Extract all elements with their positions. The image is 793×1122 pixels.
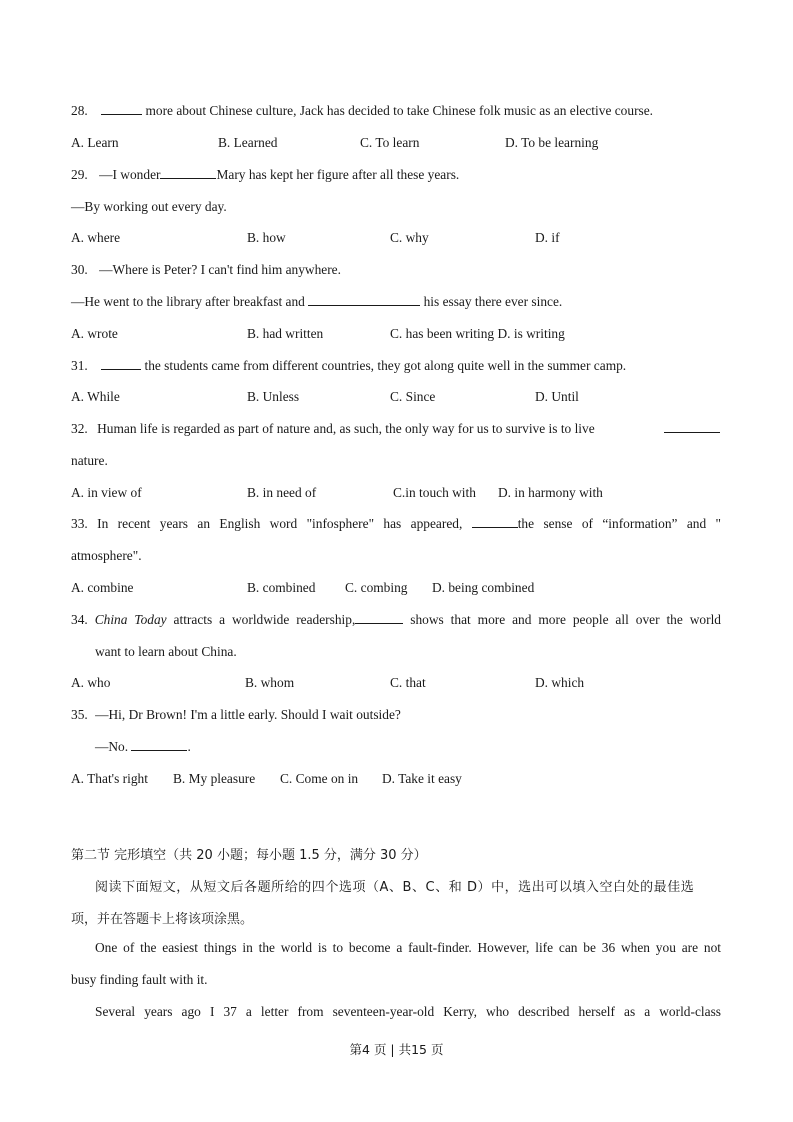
option-a: A. combine: [71, 580, 134, 595]
option-b: B. had written: [247, 326, 324, 341]
question-number: 34.: [71, 612, 88, 627]
question-text: nature.: [71, 453, 108, 468]
option-a: A. wrote: [71, 326, 118, 341]
question-33: [71, 516, 721, 532]
question-28: [71, 103, 653, 119]
question-text: shows that more and more people all over the world: [410, 612, 721, 627]
option-b: B. in need of: [247, 485, 317, 500]
answer-blank: [664, 421, 720, 433]
option-b: B. how: [247, 230, 286, 245]
question-number: 31.: [71, 358, 88, 373]
option-d: D. being combined: [432, 580, 535, 595]
option-a: A. That's right: [71, 771, 148, 786]
dialogue-line: —Where is Peter? I can't find him anywhere.: [99, 262, 341, 277]
option-b: B. Unless: [247, 389, 300, 404]
question-29: [71, 167, 459, 183]
dialogue-text: —He went to the library after breakfast and: [71, 294, 305, 309]
passage-line: busy finding fault with it.: [71, 972, 208, 987]
option-b: B. Learned: [218, 135, 278, 150]
option-c-d: C. has been writing D. is writing: [390, 326, 565, 341]
dialogue-line: [71, 294, 562, 310]
option-c: C. Since: [390, 389, 436, 404]
answer-blank: [355, 612, 403, 624]
dialogue-text: .: [187, 739, 191, 754]
option-a: A. who: [71, 675, 111, 690]
passage-line: One of the easiest things in the world is to become a fault-finder. However, life can be 36 when you are not: [95, 940, 721, 955]
option-c: C. why: [390, 230, 429, 245]
question-text: the sense of “information” and ": [517, 516, 722, 531]
option-a: A. While: [71, 389, 120, 404]
option-c: C. combing: [345, 580, 408, 595]
question-text: attracts a worldwide readership,: [173, 612, 356, 627]
page-footer: 第4 页 | 共15 页: [349, 1042, 444, 1057]
answer-blank: [101, 358, 141, 370]
option-d: D. To be learning: [505, 135, 599, 150]
answer-blank: [472, 516, 518, 528]
answer-blank: [308, 294, 420, 306]
option-d: D. in harmony with: [498, 485, 603, 500]
passage-line: Several years ago I 37 a letter from seventeen-year-old Kerry, who described herself as a world-class: [95, 1004, 721, 1019]
option-c: C. that: [390, 675, 426, 690]
question-31: [71, 358, 626, 374]
answer-blank: [160, 167, 216, 179]
instructions: 阅读下面短文，从短文后各题所给的四个选项（A、B、C、和 D）中，选出可以填入空白处的最佳选: [95, 880, 695, 895]
dialogue-line: —Hi, Dr Brown! I'm a little early. Should I wait outside?: [95, 707, 401, 722]
dialogue-text: —No.: [95, 739, 129, 754]
question-30: [71, 262, 341, 278]
answer-blank: [131, 739, 187, 751]
dialogue-line: —I wonder: [99, 167, 161, 182]
option-c: C. To learn: [360, 135, 420, 150]
question-32: [71, 421, 595, 437]
magazine-title: China Today: [94, 612, 167, 627]
dialogue-line: [95, 739, 191, 755]
option-d: D. if: [535, 230, 560, 245]
option-a: A. Learn: [71, 135, 119, 150]
question-number: 28.: [71, 103, 88, 118]
question-text: In recent years an English word "infosphere" has appeared,: [97, 516, 463, 531]
question-text: want to learn about China.: [95, 644, 237, 659]
question-text: the students came from different countries, they got along quite well in the summer camp.: [144, 358, 627, 373]
option-d: D. which: [535, 675, 585, 690]
question-35: [71, 707, 401, 723]
question-34: [71, 612, 721, 628]
option-c: C. Come on in: [280, 771, 359, 786]
question-text: atmosphere".: [71, 548, 142, 563]
dialogue-text: his essay there ever since.: [423, 294, 563, 309]
answer-blank: [101, 103, 142, 115]
option-b: B. combined: [247, 580, 316, 595]
question-number: 35.: [71, 707, 88, 722]
question-number: 32.: [71, 421, 88, 436]
option-c: C.in touch with: [393, 485, 476, 500]
dialogue-line: —By working out every day.: [71, 199, 227, 214]
question-number: 29.: [71, 167, 88, 182]
dialogue-line: Mary has kept her figure after all these years.: [216, 167, 460, 182]
option-b: B. whom: [245, 675, 295, 690]
option-d: D. Take it easy: [382, 771, 462, 786]
question-number: 33.: [71, 516, 88, 531]
option-a: A. where: [71, 230, 121, 245]
instructions: 项，并在答题卡上将该项涂黑。: [71, 912, 254, 927]
question-text: Human life is regarded as part of nature and, as such, the only way for us to survive is to live: [97, 421, 595, 436]
section-heading: 第二节 完形填空（共 20 小题；每小题 1.5 分，满分 30 分）: [71, 848, 427, 863]
question-number: 30.: [71, 262, 88, 277]
option-b: B. My pleasure: [173, 771, 256, 786]
option-a: A. in view of: [71, 485, 142, 500]
option-d: D. Until: [535, 389, 579, 404]
question-text: more about Chinese culture, Jack has decided to take Chinese folk music as an elective course.: [145, 103, 654, 118]
